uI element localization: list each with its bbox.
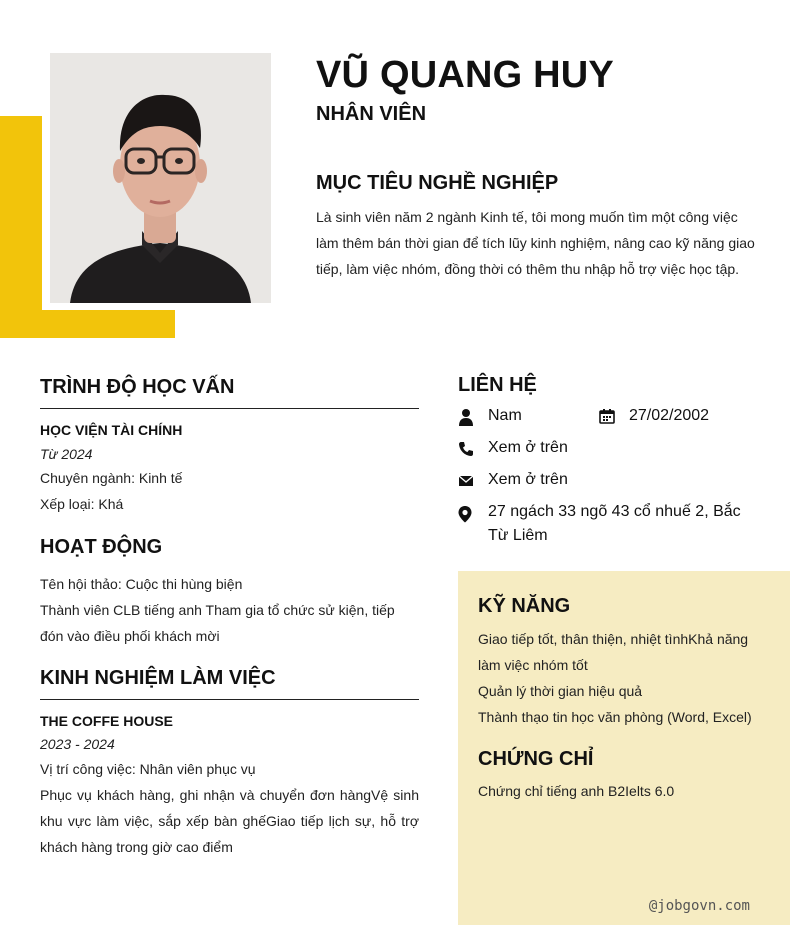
skills-certificates-panel [458,571,790,925]
phone-icon [458,441,474,457]
mail-icon [458,474,474,490]
location-pin-icon [457,505,473,521]
experience-position: Vị trí công việc: Nhân viên phục vụ [40,761,256,777]
skills-title: KỸ NĂNG [478,595,571,617]
accent-bar-horizontal [0,310,175,338]
education-grade: Xếp loại: Khá [40,496,124,512]
contact-gender: Nam [488,407,522,424]
profile-photo [50,53,271,303]
certificates-text: Chứng chỉ tiếng anh B2Ielts 6.0 [478,783,675,799]
education-divider [40,408,419,409]
experience-divider [40,699,419,700]
education-title: TRÌNH ĐỘ HỌC VẤN [40,376,235,398]
contact-title: LIÊN HỆ [458,374,537,396]
activity-item: Tên hội thảo: Cuộc thi hùng biện [40,576,243,592]
skills-list [478,626,768,730]
activities-title: HOẠT ĐỘNG [40,536,163,558]
person-icon [458,408,474,424]
objective-text: Là sinh viên năm 2 ngành Kinh tế, tôi mong muốn tìm một công việc làm thêm bán thời gian để tích lũy kinh nghiệm, nâng cao kỹ năng giao tiếp, làm việc nhóm, đồng thời có thêm thu nhập hỗ trợ việc học tập. [316,209,755,277]
experience-period: 2023 - 2024 [40,736,115,752]
skill-item: Quản lý thời gian hiệu quả [478,683,643,699]
activity-item: Thành viên CLB tiếng anh Tham gia tổ chức sử kiện, tiếp đón vào điều phối khách mời [40,602,395,644]
skill-item: Thành thạo tin học văn phòng (Word, Excel) [478,709,752,725]
activities-list [40,571,419,649]
contact-birthdate: 27/02/2002 [629,407,710,424]
candidate-role: NHÂN VIÊN [316,103,427,125]
candidate-name: VŨ QUANG HUY [316,54,614,96]
accent-bar-vertical [0,116,42,338]
calendar-icon [599,408,615,424]
skill-item: Giao tiếp tốt, thân thiện, nhiệt tìnhKhả năng làm việc nhóm tốt [478,631,749,673]
education-period: Từ 2024 [40,446,93,462]
certificates-title: CHỨNG CHỈ [478,748,594,770]
contact-email: Xem ở trên [488,471,568,488]
objective-title: MỤC TIÊU NGHỀ NGHIỆP [316,172,559,194]
contact-phone: Xem ở trên [488,439,568,456]
education-school: HỌC VIỆN TÀI CHÍNH [40,422,183,438]
contact-address: 27 ngách 33 ngõ 43 cổ nhuế 2, Bắc Từ Liêm [488,503,741,544]
experience-description: Phục vụ khách hàng, ghi nhận và chuyển đơn hàngVệ sinh khu vực làm việc, sắp xếp bàn ghếGiao tiếp lịch sự, hỗ trợ khách hàng trong giờ cao điểm [40,787,419,855]
watermark: @jobgovn.com [648,898,750,914]
experience-company: THE COFFE HOUSE [40,713,174,729]
experience-title: KINH NGHIỆM LÀM VIỆC [40,667,276,689]
education-major: Chuyên ngành: Kinh tế [40,470,183,486]
